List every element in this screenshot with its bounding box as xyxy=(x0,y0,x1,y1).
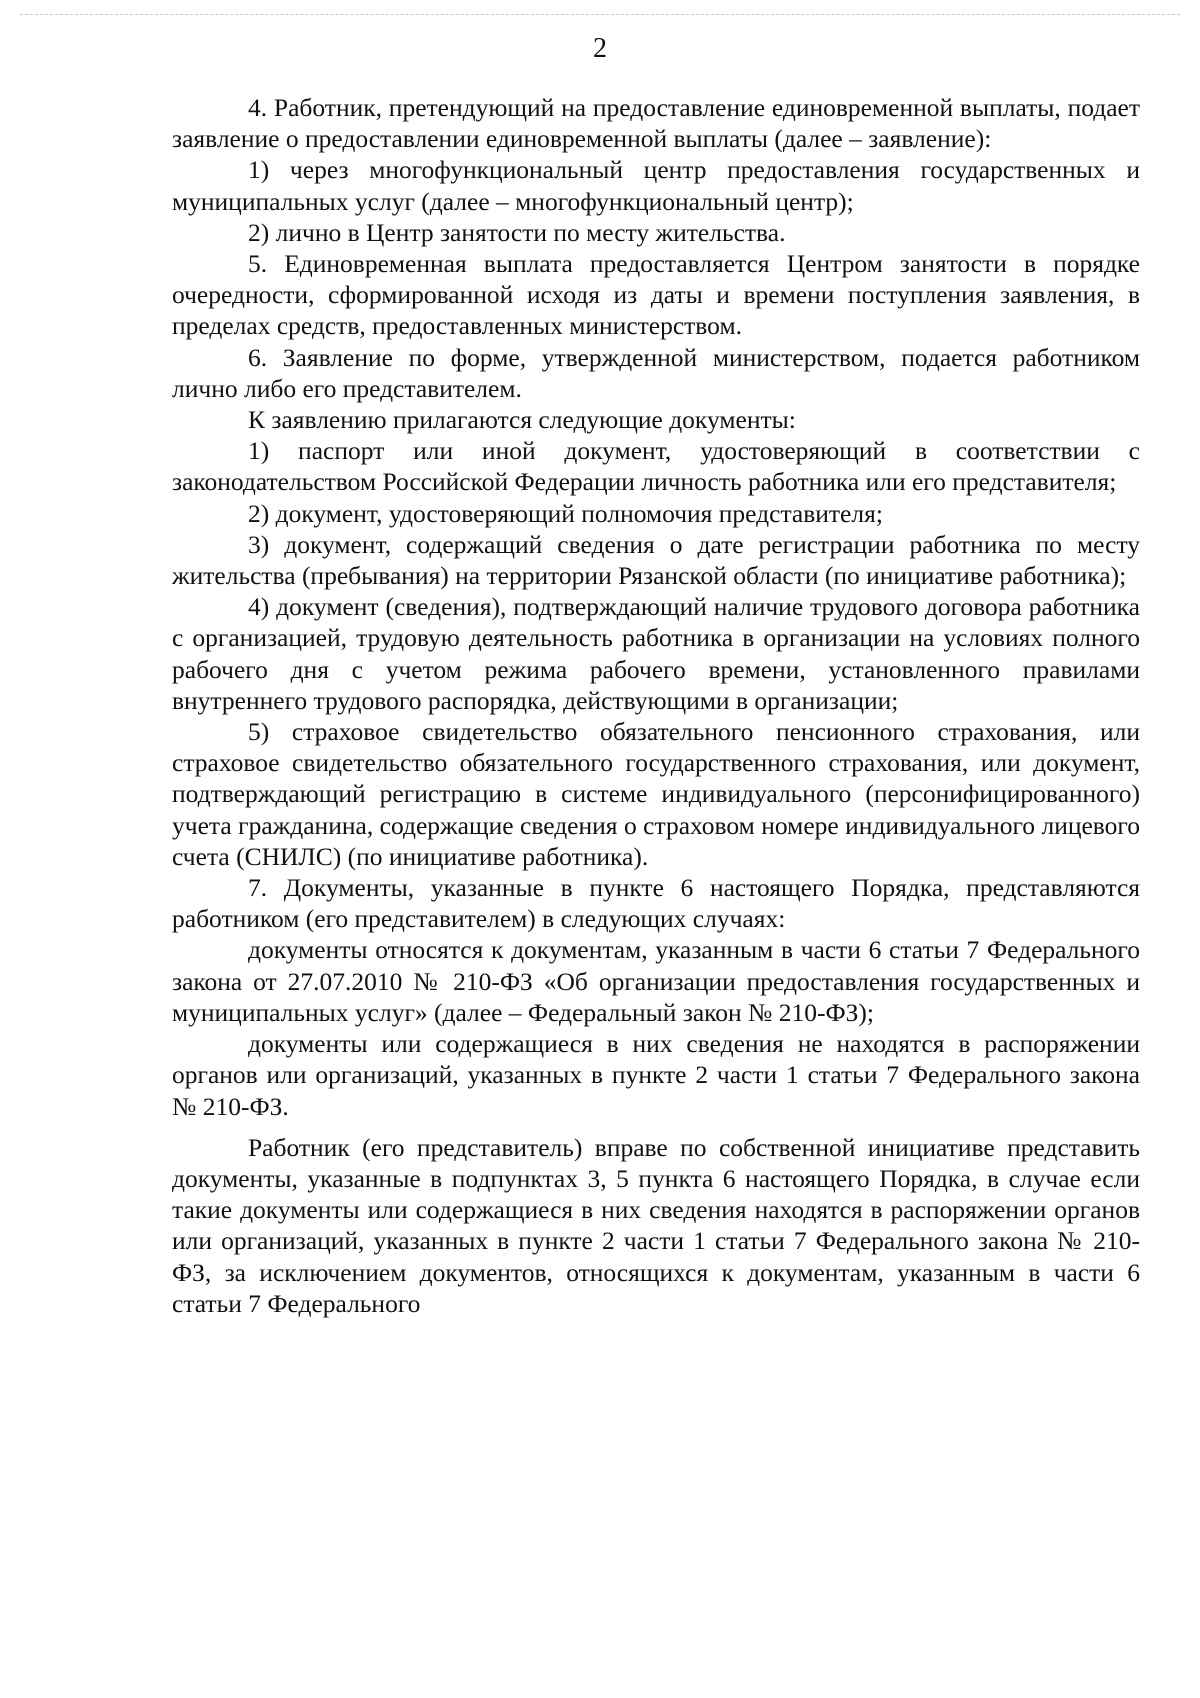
paragraph-item-6: 6. Заявление по форме, утвержденной министерством, подается работником лично либо его представителем. xyxy=(172,342,1140,403)
paragraph-subitem-6-3: 3) документ, содержащий сведения о дате регистрации работника по месту жительства (пребывания) на территории Рязанской области (по инициативе работника); xyxy=(172,529,1140,591)
paragraph-subitem-4-1: 1) через многофункциональный центр предоставления государственных и муниципальных услуг (далее – многофункциональный центр); xyxy=(172,155,1140,216)
paragraph-case-1: документы относятся к документам, указанным в части 6 статьи 7 Федерального закона от 27.07.2010 № 210-ФЗ «Об организации предоставления государственных и муниципальных услуг» (далее – Федеральный закон № 210-ФЗ); xyxy=(172,935,1140,1027)
paragraph-case-2: документы или содержащиеся в них сведения не находятся в распоряжении органов или организаций, указанных в пункте 2 части 1 статьи 7 Федерального закона № 210-ФЗ. xyxy=(172,1029,1140,1121)
page-number: 2 xyxy=(593,33,607,64)
paragraph-attachments-intro: К заявлению прилагаются следующие документы: xyxy=(248,405,796,435)
paragraph-item-5: 5. Единовременная выплата предоставляется Центром занятости в порядке очередности, сформированной исходя из даты и времени поступления заявления, в пределах средств, предоставленных министерством. xyxy=(172,249,1140,341)
paragraph-subitem-6-2: 2) документ, удостоверяющий полномочия представителя; xyxy=(248,498,883,528)
paragraph-item-4: 4. Работник, претендующий на предоставление единовременной выплаты, подает заявление о предоставлении единовременной выплаты (далее – заявление): xyxy=(172,93,1140,154)
scan-edge-rule xyxy=(20,14,1180,16)
paragraph-item-7: 7. Документы, указанные в пункте 6 настоящего Порядка, представляются работником (его представителем) в следующих случаях: xyxy=(172,873,1140,934)
paragraph-subitem-4-2: 2) лично в Центр занятости по месту жительства. xyxy=(248,217,786,247)
paragraph-own-initiative: Работник (его представитель) вправе по собственной инициативе представить документы, указанные в подпунктах 3, 5 пункта 6 настоящего Порядка, в случае если такие документы или содержащиеся в них сведения находятся в распоряжении органов или организаций, указанных в пункте 2 части 1 статьи 7 Федерального закона № 210-ФЗ, за исключением документов, относящихся к документам, указанным в части 6 статьи 7 Федерального xyxy=(172,1132,1140,1318)
paragraph-subitem-6-1: 1) паспорт или иной документ, удостоверяющий в соответствии с законодательством Российской Федерации личность работника или его представителя; xyxy=(172,436,1140,497)
document-body xyxy=(172,92,1140,1319)
paragraph-subitem-6-4: 4) документ (сведения), подтверждающий наличие трудового договора работника с организацией, трудовую деятельность работника в организации на условиях полного рабочего дня с учетом режима рабочего времени, установленного правилами внутреннего трудового распорядка, действующими в организации; xyxy=(172,592,1140,715)
paragraph-subitem-6-5: 5) страховое свидетельство обязательного пенсионного страхования, или страховое свидетельство обязательного государственного страхования, или документ, подтверждающий регистрацию в системе индивидуального (персонифицированного) учета гражданина, содержащие сведения о страховом номере индивидуального лицевого счета (СНИЛС) (по инициативе работника). xyxy=(172,717,1140,871)
